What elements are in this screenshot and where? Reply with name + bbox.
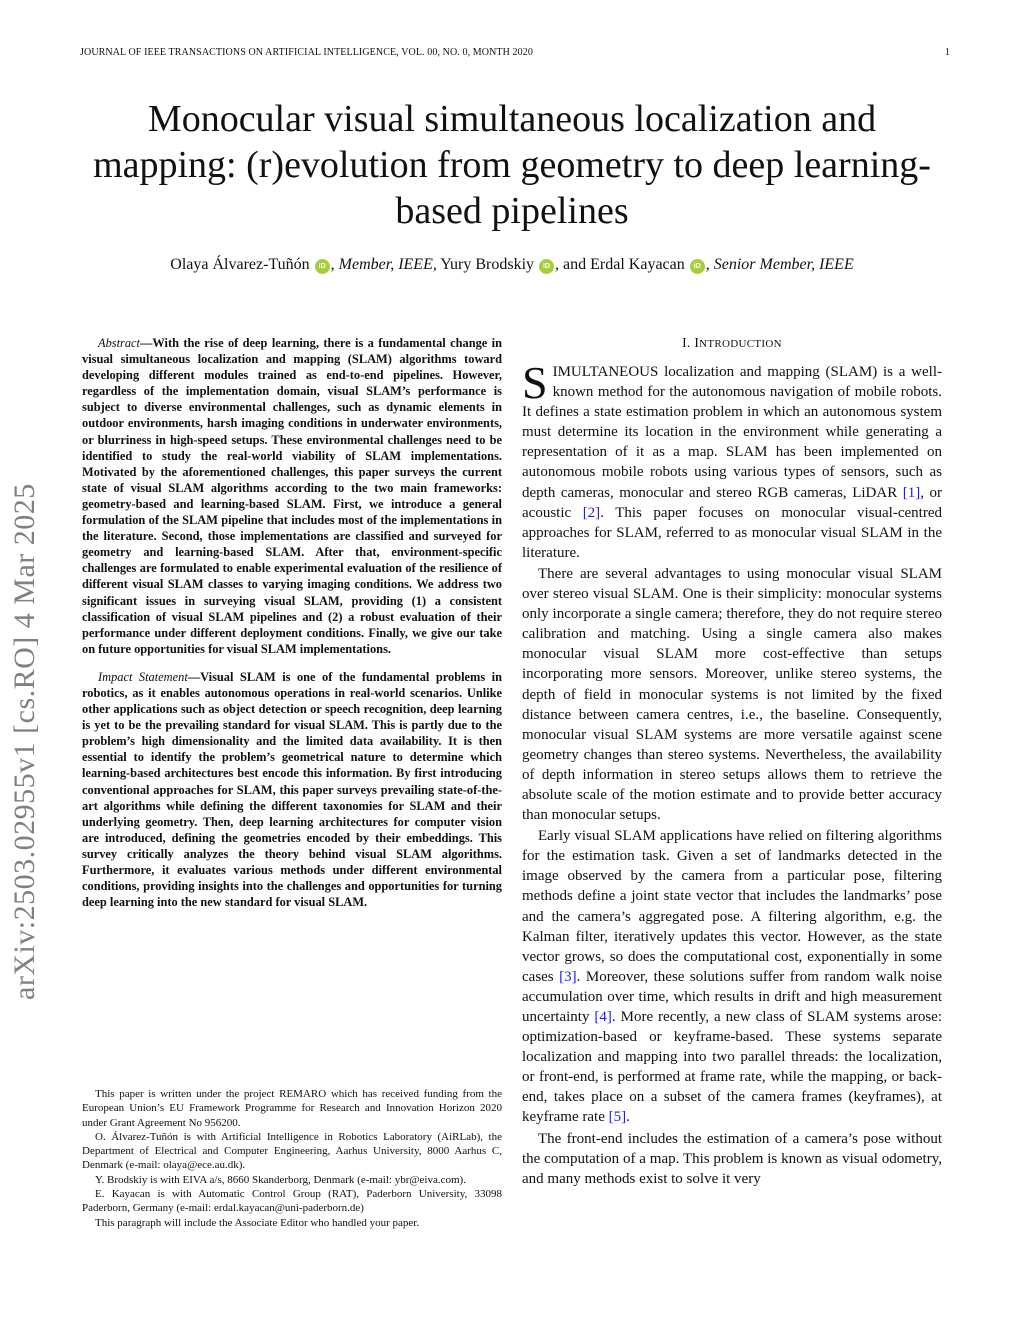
- paragraph-text: . This paper focuses on monocular visual-centred approaches for SLAM, referred to as monocular visual SLAM in the literature.: [522, 504, 942, 561]
- citation-link[interactable]: [4]: [594, 1009, 612, 1025]
- page-number: 1: [944, 47, 950, 58]
- footnote: This paragraph will include the Associate Editor who handled your paper.: [95, 1216, 420, 1229]
- section-title-rest: NTRODUCTION: [699, 338, 782, 350]
- author-list: Olaya Álvarez-Tuñón iD , Member, IEEE, Yury Brodskiy iD , and Erdal Kayacan iD , Senior Member, IEEE: [170, 256, 854, 273]
- paragraph-text: IMULTANEOUS localization and mapping (SLAM) is a well-known method for the autonomous navigation of mobile robots. It defines a state estimation problem in which an autonomous system must determine its location in the environment while generating a representation of it as a map. SLAM has been implemented on autonomous mobile robots using various types of sensors, such as depth cameras, monocular and stereo RGB cameras, LiDAR: [522, 364, 942, 501]
- journal-name: JOURNAL OF IEEE TRANSACTIONS ON ARTIFICIAL INTELLIGENCE, VOL. 00, NO. 0, MONTH 2020: [80, 47, 533, 58]
- arxiv-identifier[interactable]: arXiv:2503.02955v1 [cs.RO] 4 Mar 2025: [8, 483, 41, 1000]
- footnotes: [82, 1087, 502, 1230]
- right-column: [522, 335, 942, 1190]
- footnote: O. Álvarez-Tuñón is with Artificial Intelligence in Robotics Laboratory (AiRLab), the Department of Electrical and Computer Engineering, Aarhus University, 8000 Aarhus C, Denmark (e-mail: olaya@ece.au.dk).: [82, 1130, 502, 1172]
- impact-label: Impact Statement: [98, 669, 188, 684]
- citation-link[interactable]: [3]: [559, 968, 577, 985]
- left-column: [82, 335, 502, 910]
- paragraph-text: .: [626, 1109, 630, 1126]
- abstract-label: Abstract: [98, 336, 140, 350]
- author-role: Member, IEEE,: [338, 256, 437, 273]
- section-heading: [522, 335, 942, 351]
- orcid-icon[interactable]: iD: [539, 259, 554, 274]
- intro-paragraph: [522, 357, 942, 563]
- drop-cap: S: [522, 357, 548, 408]
- paragraph-text: . More recently, a new class of SLAM systems arose: optimization-based or keyframe-based. These systems separate localization and mapping into two parallel threads: the localization, or front-end, is performed at frame rate, while the mapping, or back-end, takes place on a subset of the camera frames (keyframes), at keyframe rate: [522, 1009, 942, 1126]
- footnote: This paper is written under the project REMARO which has received funding from the European Union’s EU Framework Programme for Research and Innovation Horizon 2020 under Grant Agreement No 956200.: [82, 1088, 502, 1129]
- citation-link[interactable]: [1]: [902, 484, 921, 501]
- abstract: Abstract—With the rise of deep learning, there is a fundamental change in visual simultaneous localization and mapping (SLAM) algorithms toward developing different modules trained as end-to-end pipelines. However, regardless of the implementation domain, visual SLAM’s performance is subject to diverse environmental challenges, such as dynamic elements in outdoor environments, harsh imaging conditions in underwater environments, or blurriness in high-speed setups. These environmental challenges need to be identified to study the real-world viability of SLAM implementations. Motivated by the aforementioned challenges, this paper surveys the current state of visual SLAM algorithms according to the two main frameworks: geometry-based and learning-based SLAM. First, we introduce a general formulation of the SLAM pipeline that includes most of the implementations in the literature. Second, those implementations are classified and surveyed for geometry and learning-based SLAM. After that, environment-specific challenges are formulated to enable experimental evaluation of the resilience of different visual SLAM classes to varying imaging conditions. We address two significant issues in surveying visual SLAM, providing (1) a consistent classification of visual SLAM pipelines and (2) a robust evaluation of their performance under different deployment conditions. Finally, we give our take on future opportunities for visual SLAM implementations.: [82, 336, 502, 656]
- orcid-icon[interactable]: iD: [690, 259, 705, 274]
- orcid-icon[interactable]: iD: [315, 259, 330, 274]
- author-name: , and Erdal Kayacan: [555, 256, 685, 273]
- abstract-text: With the rise of deep learning, there is a fundamental change in visual simultaneous localization and mapping (SLAM) algorithms toward developing different modules trained as end-to-end pipelines. However, regardless of the implementation domain, visual SLAM’s performance is subject to diverse environmental challenges, such as dynamic elements in outdoor environments, harsh imaging conditions in underwater environments, or blurriness in high-speed setups. These environmental challenges need to be identified to study the real-world viability of SLAM implementations. Motivated by the aforementioned challenges, this paper surveys the current state of visual SLAM algorithms according to the two main frameworks: geometry-based and learning-based SLAM. First, we introduce a general formulation of the SLAM pipeline that includes most of the implementations in the literature. Second, those implementations are classified and surveyed for geometry and learning-based SLAM. After that, environment-specific challenges are formulated to enable experimental evaluation of the resilience of different visual SLAM classes to varying imaging conditions. We address two significant issues in surveying visual SLAM, providing (1) a consistent classification of visual SLAM pipelines and (2) a robust evaluation of their performance under different deployment conditions. Finally, we give our take on future opportunities for visual SLAM implementations.: [82, 336, 502, 656]
- paragraph-text: . Moreover, these solutions suffer from random walk noise accumulation over time, which results in drift and high measurement uncertainty: [522, 968, 942, 1025]
- running-header: [80, 47, 950, 58]
- paragraph-text: Early visual SLAM applications have relied on filtering algorithms for the estimation task. Given a set of landmarks detected in the image observed by the camera from a particular pose, filtering methods define a joint state vector that includes the landmarks’ pose and the camera’s aggregated pose. A filtering algorithm, e.g. the Kalman filter, iteratively updates this vector. However, as the state vector grows, so does the computational cost, exponentially in some cases: [522, 828, 942, 985]
- author-role: Senior Member, IEEE: [713, 256, 854, 273]
- author-name: Olaya Álvarez-Tuñón: [170, 256, 310, 273]
- footnote: E. Kayacan is with Automatic Control Group (RAT), Paderborn University, 33098 Paderborn, Germany (e-mail: erdal.kayacan@uni-paderborn.de): [82, 1188, 502, 1215]
- footnote: Y. Brodskiy is with EIVA a/s, 8660 Skanderborg, Denmark (e-mail: ybr@eiva.com).: [95, 1173, 466, 1186]
- author-name: Yury Brodskiy: [440, 256, 535, 273]
- impact-text: Visual SLAM is one of the fundamental problems in robotics, as it enables autonomous operations in real-world scenarios. Unlike other applications such as object detection or speech recognition, deep learning is yet to be the prevailing standard for visual SLAM. This is partly due to the problem’s high dimensionality and the limited data availability. It is then essential to identify the problem’s geometrical nature to determine which learning-based architectures best encode this information. By first introducing conventional approaches for SLAM, this paper surveys prevailing state-of-the-art algorithms while defining the different taxonomies for SLAM and their underlying geometry. Then, deep learning architectures for computer vision are introduced, defining the geometries encoded by their embeddings. This survey critically analyzes the theory behind visual SLAM algorithms. Furthermore, it evaluates various methods under different environmental conditions, providing insights into the challenges and opportunities for turning deep learning into the new standard for visual SLAM.: [82, 669, 502, 910]
- citation-link[interactable]: [2]: [582, 504, 601, 521]
- section-number: I.: [682, 335, 691, 350]
- citation-link[interactable]: [5]: [608, 1109, 627, 1126]
- paper-title: Monocular visual simultaneous localization and mapping: (r)evolution from geometry to deep learning-based pipelines: [93, 98, 931, 232]
- section-title-first: I: [694, 335, 700, 350]
- paragraph-text: , or acoustic: [522, 484, 942, 521]
- intro-paragraph: There are several advantages to using monocular visual SLAM over stereo visual SLAM. One is their simplicity: monocular systems only incorporate a single camera; therefore, they do not require stereo calibration and matching. Using a single camera also makes monocular visual SLAM more cost-effective than setups incorporating more sensors. Moreover, unlike stereo systems, the depth of field in monocular systems is not limited by the fixed distance between camera centres, i.e., the baseline. Consequently, monocular visual SLAM systems are more versatile against scene geometry changes than stereo systems. Nevertheless, the availability of depth information in stereo setups allows them to retrieve the absolute scale of the motion estimate and to provide better accuracy than monocular setups.: [522, 565, 942, 824]
- intro-paragraph: The front-end includes the estimation of a camera’s pose without the computation of a map. This problem is known as visual odometry, and many methods exist to solve it very: [522, 1130, 942, 1187]
- impact-statement: Impact Statement—Visual SLAM is one of the fundamental problems in robotics, as it enables autonomous operations in real-world scenarios. Unlike other applications such as object detection or speech recognition, deep learning is yet to be the prevailing standard for visual SLAM. This is partly due to the problem’s high dimensionality and the limited data availability. It is then essential to identify the problem’s geometrical nature to determine which learning-based architectures best encode this information. By first introducing conventional approaches for SLAM, this paper surveys prevailing state-of-the-art algorithms while defining the different taxonomies for SLAM and their underlying geometry. Then, deep learning architectures for computer vision are introduced, defining the geometries encoded by their embeddings. This survey critically analyzes the theory behind visual SLAM algorithms. Furthermore, it evaluates various methods under different environmental conditions, providing insights into the challenges and opportunities for turning deep learning into the new standard for visual SLAM.: [82, 669, 502, 910]
- intro-paragraph: [522, 826, 942, 1127]
